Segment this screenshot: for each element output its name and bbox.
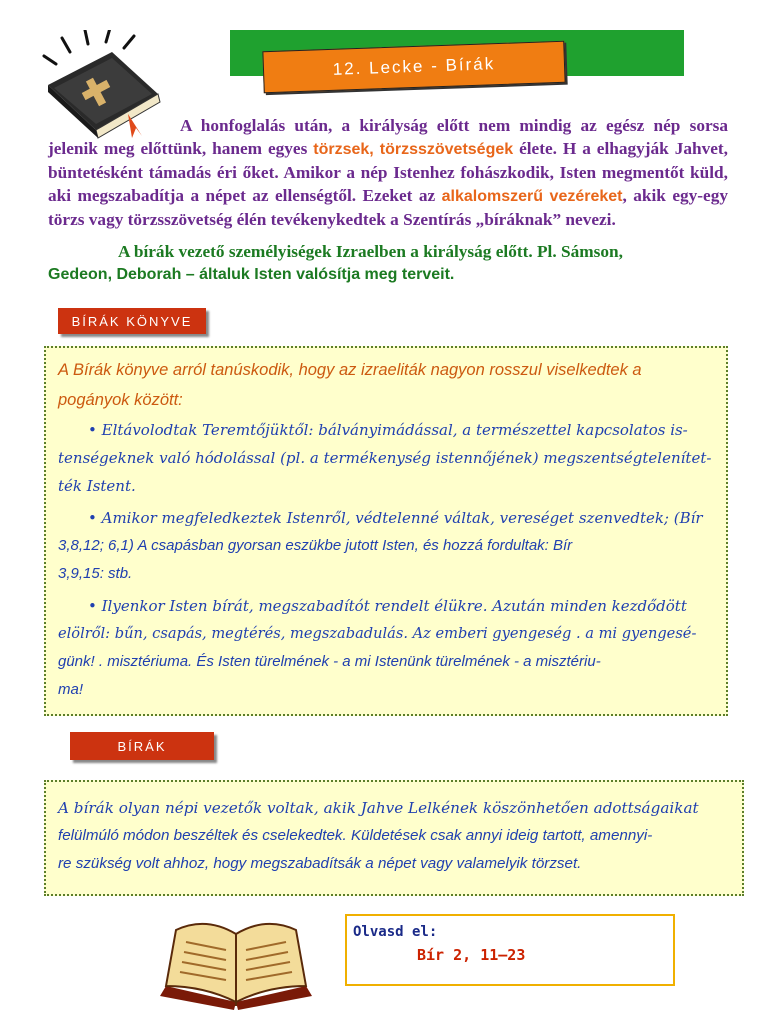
birak-text-line-3: re szükség volt ahhoz, hogy megszabadítsák a népet vagy valamelyik törzset.: [58, 855, 582, 872]
bullet-1-line-1: • Eltávolodtak Teremtőjüktől: bálványimádással, a természettel kapcsolatos is-: [88, 421, 688, 439]
bullet-3-line-2: elölről: bűn, csapás, megtérés, megszabadulás. Az emberi gyengeség . a mi gyengesé-: [58, 625, 697, 642]
birak-text-line-1: A bírák olyan népi vezetők voltak, akik Jahve Lelkének köszönhetően adottságaikat: [58, 799, 699, 817]
lesson-title: 12. Lecke - Bírák: [332, 54, 496, 79]
bullet-2-line-1: • Amikor megfeledkeztek Istenről, védtelenné váltak, vereséget szenvedtek; (Bír: [88, 509, 703, 527]
intro-segment-2: élete. H a elhagyják Jahvet, büntetésként támadás éri őket. Amikor a nép Istenhez fohászkodik, Isten megmentőt küld, aki megszabadítja a népet az ellenségtől. Ezeket az: [48, 139, 728, 205]
intro-text: [48, 116, 728, 229]
section-label-birak-konyve: BÍRÁK KÖNYVE: [58, 308, 206, 334]
intro-segment-3: alkalomszerű vezéreket: [441, 188, 623, 205]
bullet-2-line-2: 3,8,12; 6,1) A csapásban gyorsan eszükbe jutott Isten, és hozzá fordultak: Bír: [58, 537, 573, 554]
read-reference-box: [345, 914, 675, 986]
box-lead-line-2: pogányok között:: [58, 391, 183, 409]
section-label-birak: BÍRÁK: [70, 732, 214, 760]
intro-segment-1: törzsek, törzsszövetségek: [313, 141, 514, 158]
bullet-3-line-1: • Ilyenkor Isten bírát, megszabadítót rendelt élükre. Azután minden kezdődött: [88, 597, 687, 615]
bullet-3-line-3: günk! . misztériuma. És Isten türelmének - a mi Istenünk türelmének - a misztériu-: [58, 653, 601, 670]
intro-segment-4: , akik egy-egy törzs vagy törzsszövetség élén tevékenykedtek a Szentírás „bíráknak” nevezi.: [48, 186, 728, 229]
read-reference: Bír 2, 11–23: [417, 946, 526, 964]
box-lead-line-1: A Bírák könyve arról tanúskodik, hogy az izraeliták nagyon rosszul viselkedtek a: [58, 361, 642, 379]
intro-judges-line: A bírák vezető személyiségek Izraelben a királyság előtt. Pl. Sámson,: [118, 242, 623, 261]
bullet-1-line-3: ték Istent.: [58, 477, 136, 495]
birak-konyve-box: [44, 346, 728, 716]
bullet-3-line-4: ma!: [58, 681, 84, 698]
bullet-1-line-2: tenségeknek való hódolással (pl. a termékenység istennőjének) megszentségtelenítet-: [58, 449, 712, 467]
intro-paragraph: [48, 114, 728, 231]
open-book-clipart: [156, 910, 316, 1012]
birak-box: [44, 780, 744, 896]
intro-names-line: Gedeon, Deborah – általuk Isten valósítja meg terveit.: [48, 266, 455, 283]
birak-text-line-2: felülmúló módon beszéltek és cselekedtek. Küldetések csak annyi ideig tartott, amennyi-: [58, 827, 653, 844]
bullet-2-line-3: 3,9,15: stb.: [58, 565, 133, 582]
intro-segment-0: A honfoglalás után, a királyság előtt nem mindig az egész nép sorsa jelenik meg előttünk, hanem egyes: [48, 116, 728, 158]
read-label: Olvasd el:: [353, 924, 438, 940]
